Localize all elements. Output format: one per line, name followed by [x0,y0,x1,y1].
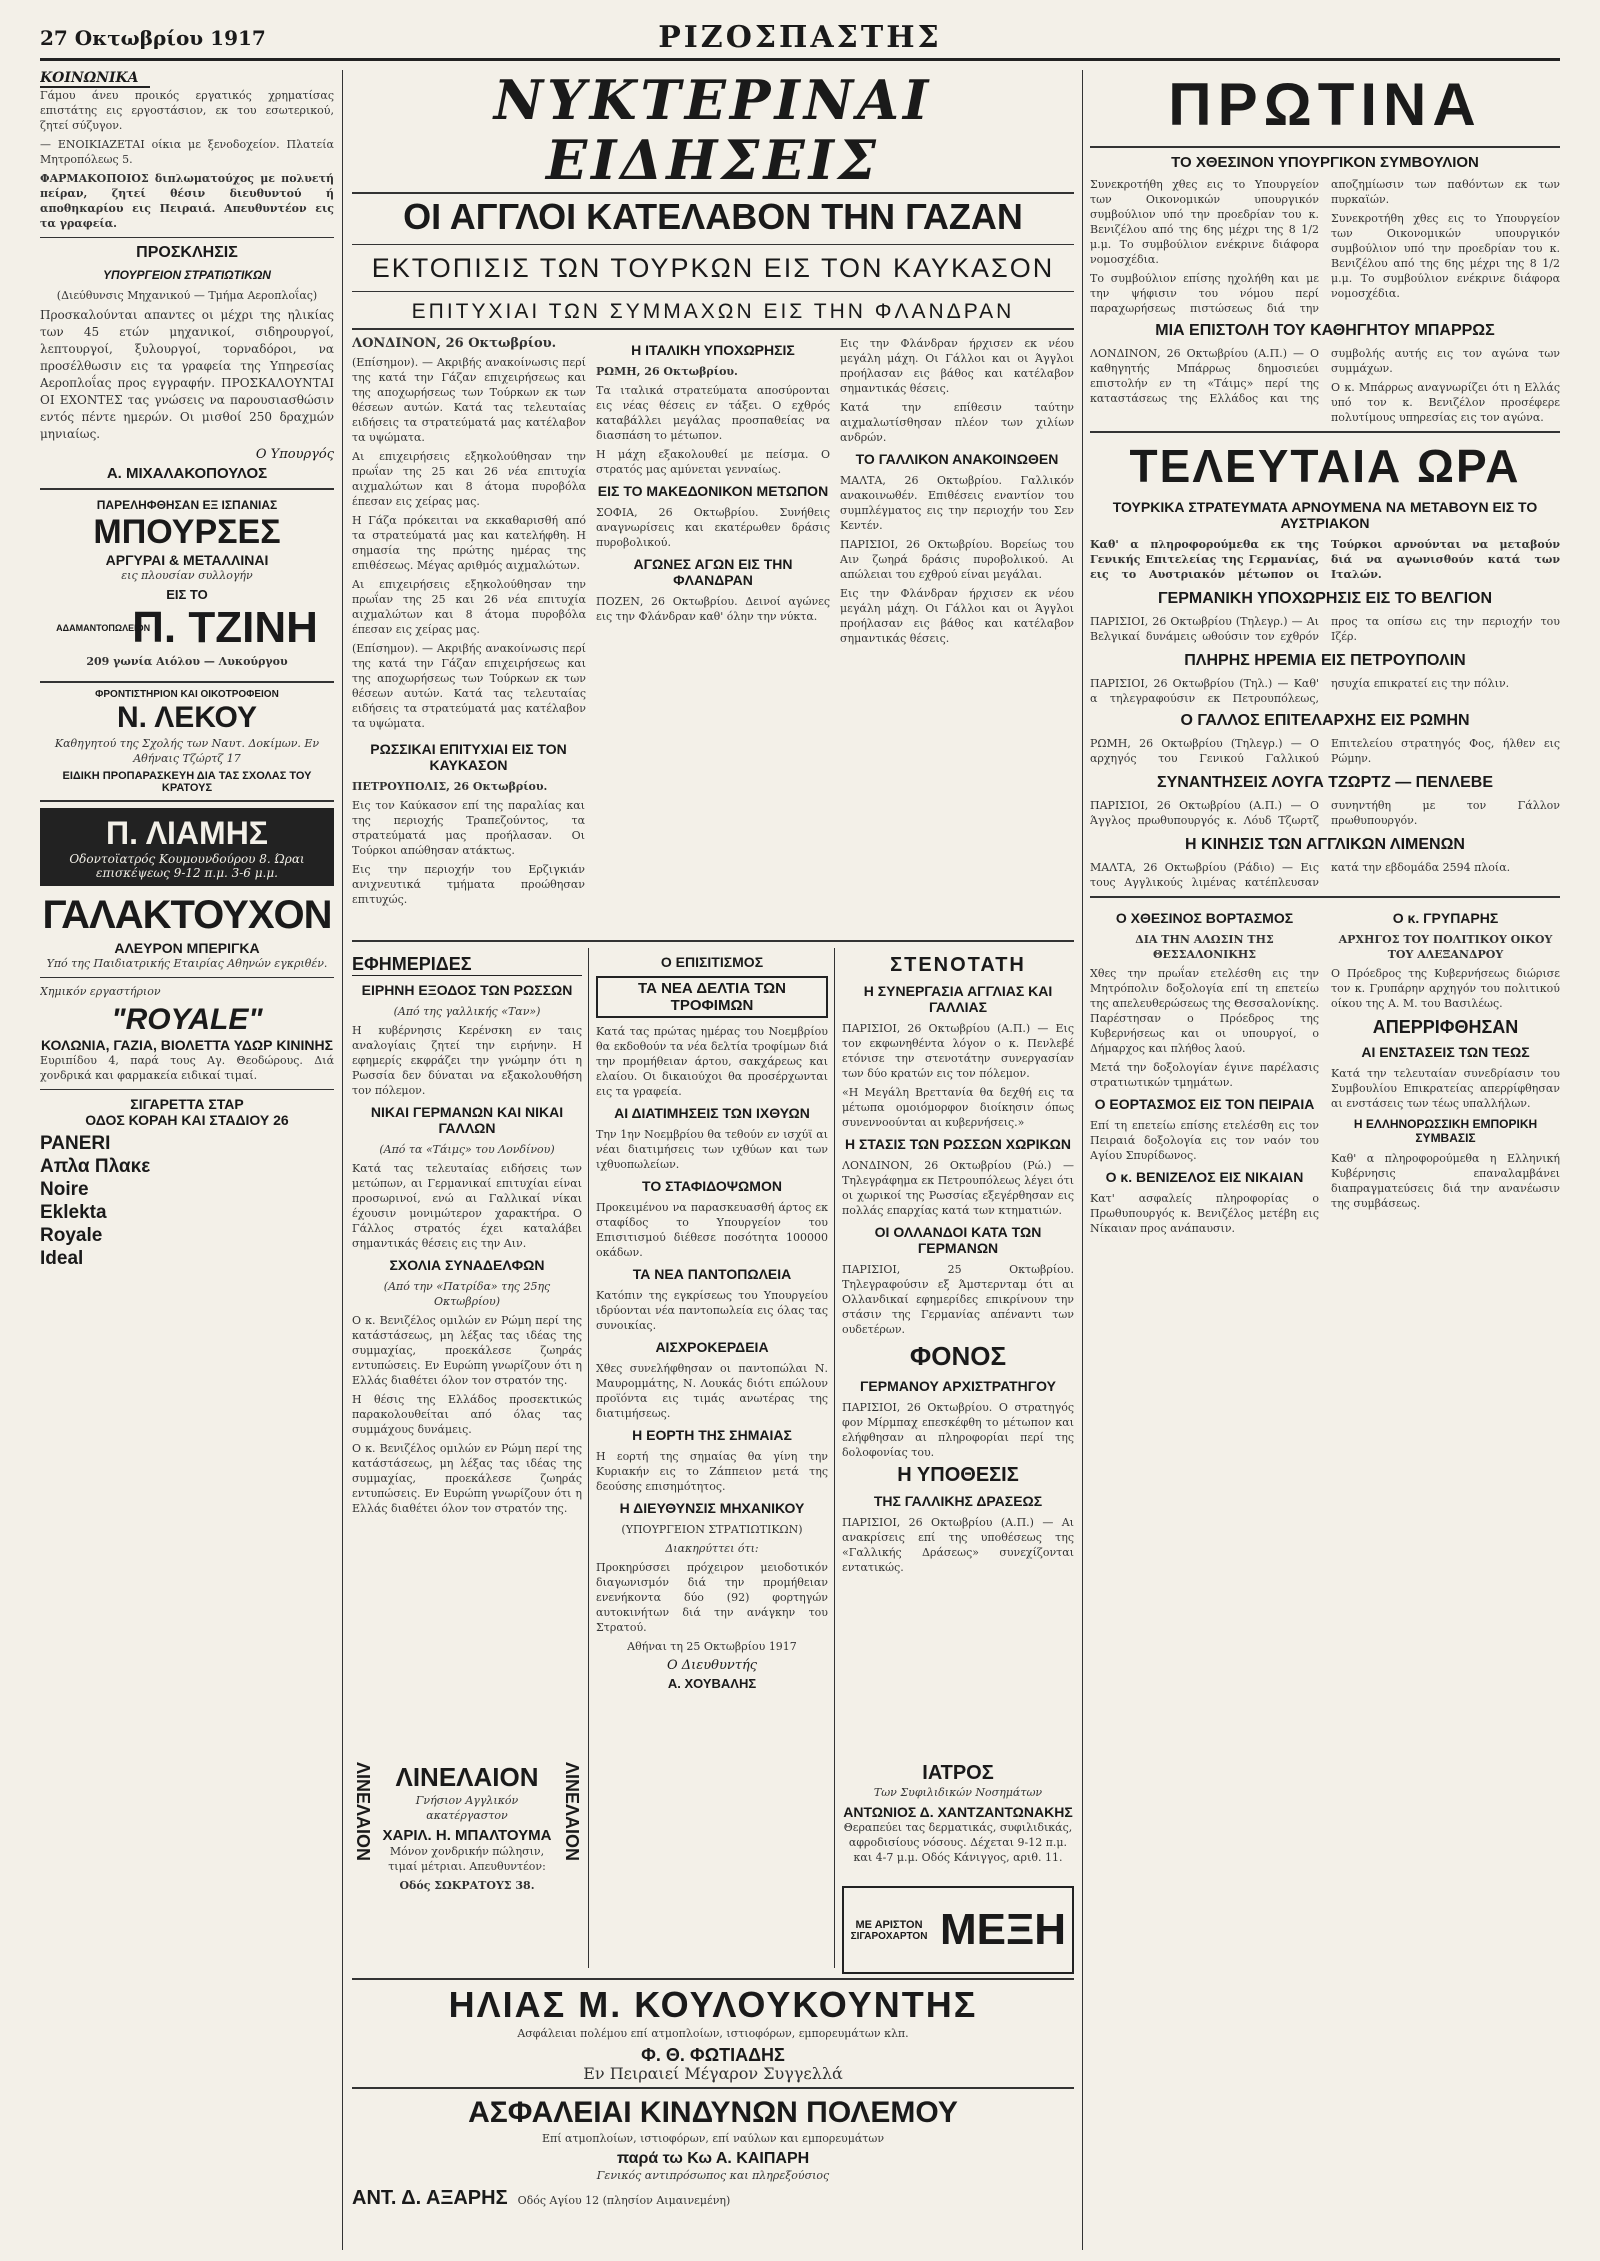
article-title: ΟΙ ΟΛΛΑΝΔΟΙ ΚΑΤΑ ΤΩΝ ΓΕΡΜΑΝΩΝ [874,1224,1042,1256]
ad-meksi [842,1886,1074,1974]
ad-brand-item: Ideal [40,1248,84,1269]
article-text: Αι επιχειρήσεις εξηκολούθησαν την πρωΐαν της 25 και 26 νέα επιτυχία αιχμαλώτων και 8 άτομα πυροβόλα έπεσαν εις χείρας μας. [352,450,586,508]
ad-top: ΠΑΡΕΛΗΦΘΗΣΑΝ ΕΞ ΙΣΠΑΝΙΑΣ [96,498,278,512]
divider [40,237,334,238]
ad-sub: Των Συφιλιδικών Νοσημάτων [873,1786,1043,1799]
ad-big: Π. ΛΙΑΜΗΣ [105,815,268,851]
divider [40,1089,334,1090]
article-title: Η ΙΤΑΛΙΚΗ ΥΠΟΧΩΡΗΣΙΣ [631,342,795,358]
ad-big: ΛΙΝΕΛΑΙΟΝ [395,1762,539,1792]
article-text: Εις την Φλάνδραν ήρχισεν εκ νέου μεγάλη μάχη. Οι Γάλλοι και οι Άγγλοι προήλασαν εις βάθος και κατέλαβον σημαντικάς θέσεις. [840,587,1074,645]
ad-text: Καθηγητού της Σχολής των Ναυτ. Δοκίμων. Εν Αθήναις Τζώρτζ 17 [54,737,320,765]
article-source: (Από της γαλλικής «Ταν») [393,1005,541,1018]
divider [352,244,1074,245]
ad-top: ΦΡΟΝΤΙΣΤΗΡΙΟΝ ΚΑΙ ΟΙΚΟΤΡΟΦΕΙΟΝ [95,689,279,700]
article-text: ΛΟΝΔΙΝΟΝ, 26 Οκτωβρίου (Ρώ.) — Τηλεγράφημα εκ Πετρουπόλεως λέγει ότι οι χωρικοί της Ρωσσίας εξεγέρθησαν εις πολλάς επαρχίας κατά των κτηματιών. [842,1159,1074,1217]
main-sub1: ΟΙ ΑΓΓΛΟΙ ΚΑΤΕΛΑΒΟΝ ΤΗΝ ΓΑΖΑΝ [403,196,1023,237]
masthead: ΡΙΖΟΣΠΑΣΤΗΣ [658,20,942,55]
ad-text: Μόνον χονδρικήν πώλησιν, τιμαί μέτριαι. Απευθυντέον: [388,1845,546,1873]
article-title-big: ΦΟΝΟΣ [909,1341,1007,1371]
ad-iatros [842,1762,1074,1882]
article-text: ΠΑΡΙΣΙΟΙ, 26 Οκτωβρίου (Τηλεγρ.) — Αι Βελγικαί δυνάμεις ωθούσιν τον εχθρόν προς τα οπίσω εις την περιοχήν του Ιζέρ. [1090,615,1560,643]
article-text: Μετά την δοξολογίαν έγινε παρέλασις στρατιωτικών τμημάτων. [1090,1061,1319,1089]
article-text: (Επίσημον). — Ακριβής ανακοίνωσις περί της κατά την Γάζαν επιχειρήσεως και της αποχωρήσεως των Τούρκων εκ των θέσεων αυτών. Κατά τας τελευταίας ειδήσεις τα στρατεύματά μας κατέλαβον τα υψώματα. [352,642,586,730]
page-header [40,18,1560,61]
article-text: Χθες την πρωΐαν ετελέσθη εις την Μητρόπολιν δοξολογία επί τη επετείω της απελευθερώσεως της Θεσσαλονίκης. Παρέστησαν ο Πρόεδρος της Κυβερνήσεως και οι υπουργοί, ο Δήμαρχος και πλήθος λαού. [1090,967,1319,1055]
ad-big: Ν. ΛΕΚΟΥ [116,701,258,734]
koinonika-title: ΚΟΙΝΩΝΙΚΑ [40,70,150,88]
ad-text: Θεραπεύει τας δερματικάς, συφιλιδικάς, αφροδισίους νόσους. Δέχεται 9-12 π.μ. και 4-7 μ.μ. Οδός Κάνιγγος, αριθ. 11. [843,1821,1073,1864]
ad-lekou [40,689,334,794]
section-rule [352,940,1074,942]
article-text: Τα ιταλικά στρατεύματα αποσύρονται εις νέας θέσεις εν τάξει. Ο εχθρός καταβάλλει μεγάλας προσπαθείας να διασπάση το μέτωπον. [596,384,830,442]
ad-big: ΑΣΦΑΛΕΙΑΙ ΚΙΝΔΥΝΩΝ ΠΟΛΕΜΟΥ [468,2096,958,2129]
article-text: Χθες συνελήφθησαν οι παντοπώλαι Ν. Μαυρομμάτης, Ν. Λουκάς διότι επώλουν προϊόντα εις τιμάς ανωτέρας της διατιμήσεως. [596,1362,828,1420]
article-title: Ο ΕΟΡΤΑΣΜΟΣ ΕΙΣ ΤΟΝ ΠΕΙΡΑΙΑ [1094,1096,1315,1112]
article-title: ΜΙΑ ΕΠΙΣΤΟΛΗ ΤΟΥ ΚΑΘΗΓΗΤΟΥ ΜΠΑΡΡΩΣ [1155,322,1495,339]
ad-galaktouchon [40,890,334,971]
ad-big: ΗΛΙΑΣ Μ. ΚΟΥΛΟΥΚΟΥΝΤΗΣ [448,1984,978,2025]
invitation-title: ΠΡΟΣΚΛΗΣΙΣ [136,244,238,261]
ad-brand-item: Noire [40,1179,89,1200]
article-date: Αθήναι τη 25 Οκτωβρίου 1917 [627,1640,797,1653]
ad-small: εις πλουσίαν συλλογήν [121,569,253,582]
article-sub: ΓΕΡΜΑΝΟΥ ΑΡΧΙΣΤΡΑΤΗΓΟΥ [860,1378,1056,1394]
ad-royale [40,984,334,1083]
efimerides-column [352,948,582,1748]
article-title: Ο ΓΑΛΛΟΣ ΕΠΙΤΕΛΑΡΧΗΣ ΕΙΣ ΡΩΜΗΝ [1180,712,1470,729]
article-title: ΤΟΥΡΚΙΚΑ ΣΤΡΑΤΕΥΜΑΤΑ ΑΡΝΟΥΜΕΝΑ ΝΑ ΜΕΤΑΒΟΥΝ ΕΙΣ ΤΟ ΑΥΣΤΡΙΑΚΟΝ [1112,499,1538,531]
right-sub-left [1090,904,1319,1240]
article-title: ΑΠΕΡΡΙΦΘΗΣΑΝ [1372,1017,1519,1037]
ad-brand-item: Απλα Πλακε [40,1156,151,1177]
ad-rep-text: Γενικός αντιπρόσωπος και πληρεξούσιος [596,2169,830,2182]
divider [1090,896,1560,898]
article-text: Κατόπιν της εγκρίσεως του Υπουργείου ιδρύονται νέα παντοπωλεία εις όλας τας συνοικίας. [596,1289,828,1332]
article-text: ΣΟΦΙΑ, 26 Οκτωβρίου. Συνήθεις αναγνωρίσεις και εκατέρωθεν δράσις πυροβολικού. [596,506,830,549]
ad-side: ΣΙΓΑΡΟΧΑΡΤΟΝ [850,1930,928,1942]
article-title: ΝΙΚΑΙ ΓΕΡΜΑΝΩΝ ΚΑΙ ΝΙΚΑΙ ΓΑΛΛΩΝ [370,1104,564,1136]
main-sub2: ΕΚΤΟΠΙΣΙΣ ΤΩΝ ΤΟΥΡΚΩΝ ΕΙΣ ΤΟΝ ΚΑΥΚΑΣΟΝ [371,253,1055,283]
article-text: Εις την περιοχήν του Ερζιγκιάν ανιχνευτικά τμήματα προώθησαν επιτυχώς. [352,863,585,906]
ad-text: Ασφάλειαι πολέμου επί ατμοπλοίων, ιστιοφόρων, εμπορευμάτων κλπ. [517,2027,909,2040]
ad-top: ΙΑΤΡΟΣ [922,1762,994,1784]
ad-text: Γνήσιον Αγγλικόν ακατέργαστον [415,1794,519,1822]
article-title: ΣΥΝΑΝΤΗΣΕΙΣ ΛΟΥΓΑ ΤΖΩΡΤΖ — ΠΕΝΛΕΒΕ [1156,774,1494,791]
article-text: Ο κ. Μπάρρως αναγνωρίζει ότι η Ελλάς υπό τον κ. Βενιζέλον προσέφερε πολυτίμους υπηρεσίας εις τον αγώνα. [1331,381,1560,424]
ad-bourses [40,496,334,675]
article-text: Κατ' ασφαλείς πληροφορίας ο Πρωθυπουργός κ. Βενιζέλος μετέβη εις Νίκαιαν προς ανάπαυσιν. [1090,1192,1319,1235]
news-col-d [352,741,585,907]
ad-top: Χημικόν εργαστήριον [40,985,161,998]
article-text: Κατά τας πρώτας ημέρας του Νοεμβρίου θα εκδοθούν τα νέα δελτία τροφίμων διά την προμήθειαν άρτου, σακχάρεως και ελαίου. Οι δικαιούχοι θα προσέρχωνται εις τα γραφεία. [596,1025,828,1098]
stenotati-column [842,948,1074,1758]
ad-side-right: ΛΙΝΕΛΑΙΟΝ [562,1762,582,1862]
ad-addr: Οδός ΣΩΚΡΑΤΟΥΣ 38. [399,1879,535,1892]
article-text: Κατά την τελευταίαν συνεδρίασιν του Συμβουλίου Επικρατείας απερρίφθησαν αι ενστάσεις των τέως υπαλλήλων. [1331,1067,1560,1110]
article-title: Η ΚΙΝΗΣΙΣ ΤΩΝ ΑΓΓΛΙΚΩΝ ΛΙΜΕΝΩΝ [1185,836,1465,853]
article-title: ΑΙ ΔΙΑΤΙΜΗΣΕΙΣ ΤΩΝ ΙΧΘΥΩΝ [614,1105,810,1121]
main-news [352,70,1074,940]
last-hour-title: ΤΕΛΕΥΤΑΙΑ ΩΡΑ [1129,440,1521,492]
article-text: Εις την Φλάνδραν ήρχισεν εκ νέου μεγάλη μάχη. Οι Γάλλοι και οι Άγγλοι προήλασαν εις βάθος και κατέλαβον σημαντικάς θέσεις. [840,337,1074,395]
divider [40,681,334,683]
article-text: Την 1ην Νοεμβρίου θα τεθούν εν ισχύϊ αι νέαι διατιμήσεις των ιχθύων και των ιχθυοπωλείων. [596,1128,828,1171]
invitation-sig1: Ο Υπουργός [255,447,334,462]
article-text: Ο Πρόεδρος της Κυβερνήσεως διώρισε τον κ. Γρυπάρην αρχηγόν του πολιτικού οίκου της Α. Μ. του Βασιλέως. [1331,967,1560,1010]
news-col-a [352,336,586,735]
article-text: Ο κ. Βενιζέλος ομιλών εν Ρώμη περί της κατάστάσεως, μη λέξας τας ιδέας της συμμαχίας, προεκάλεσε ζωηράς εντυπώσεις. Εν Ευρώπη γνωρίζουν ότι η Ελλάς διαθέτει όλον τον στρατόν της. [352,1442,582,1515]
ad-name: ΑΝΤ. Δ. ΑΞΑΡΗΣ [352,2187,508,2209]
article-text: Το συμβούλιον επίσης ηχολήθη και με την ψήφισιν του νόμου περί παραχωρήσεως πιστώσεως διά την αποζημίωσιν των παθόντων εκ των πυρκαϊών. [1090,178,1560,315]
classified-text: — ΕΝΟΙΚΙΑΖΕΤΑΙ οίκια με ξενοδοχείον. Πλατεία Μητροπόλεως 5. [40,138,334,166]
article-sig: Α. ΧΟΥΒΑΛΗΣ [667,1676,757,1691]
right-column [1090,70,1560,2250]
ad-sub: ΑΛΕΥΡΟΝ ΜΠΕΡΙΓΚΑ [114,940,260,956]
column-rule [834,948,835,1968]
news-col-b [596,336,830,735]
main-sub3: ΕΠΙΤΥΧΙΑΙ ΤΩΝ ΣΥΜΜΑΧΩΝ ΕΙΣ ΤΗΝ ΦΛΑΝΔΡΑΝ [411,300,1015,323]
stenotati-title: ΣΤΕΝΟΤΑΤΗ [890,954,1026,976]
article-title: ΡΩΣΣΙΚΑΙ ΕΠΙΤΥΧΙΑΙ ΕΙΣ ΤΟΝ ΚΑΥΚΑΣΟΝ [370,741,567,773]
article-sig: Ο Διευθυντής [666,1658,758,1673]
ad-addr: 209 γωνία Αιόλου — Λυκούργου [86,655,288,668]
article-text: Κατά τας τελευταίας ειδήσεις των μετώπων, αι Γερμανικαί επιτυχίαι είναι προσωρινοί, ενώ αι Γαλλικαί νίκαι έχουσιν μονιμώτερον χαρακτήρα. Ο Γάλλος στρατός έχει καταλάβει σημαντικάς θέσεις εις την Αιν. [352,1162,582,1250]
article-text: Συνεκροτήθη χθες εις το Υπουργείον των Οικονομικών υπουργικόν συμβούλιον υπό την προεδρίαν του κ. Βενιζέλου από της 6ης μέχρι της 8 1/2 μ.μ. Το συμβούλιον ενέκρινε διάφορα νομοσχέδια. [1090,178,1319,266]
ad-brand-item: Royale [40,1225,103,1246]
article-title: ΑΙΣΧΡΟΚΕΡΔΕΙΑ [655,1339,769,1355]
ad-shop-small: ΑΔΑΜΑΝΤΟΠΩΛΕΙΟΝ [56,623,151,633]
ad-brand-list [40,1132,334,1270]
article-title: ΤΑ ΝΕΑ ΠΑΝΤΟΠΩΛΕΙΑ [632,1266,792,1282]
article-sub: (ΥΠΟΥΡΓΕΙΟΝ ΣΤΡΑΤΙΩΤΙΚΩΝ) [621,1523,803,1536]
ad-star [40,1096,334,1270]
article-text: Εις τον Καύκασον επί της παραλίας και της περιοχής Τραπεζούντος, τα στρατεύματά μας προήλασαν. Οι Τούρκοι απώθησαν ατάκτως. [352,799,585,857]
article-text: Η μάχη εξακολουθεί με πείσμα. Ο στρατός μας αμύνεται γενναίως. [596,448,830,476]
episitismos-column [596,948,828,1978]
issue-date: 27 Οκτωβρίου 1917 [40,26,266,50]
divider [352,192,1074,194]
article-text: Προκειμένου να παρασκευασθή άρτος εκ σταφίδος το Υπουργείον του Επισιτισμού διέθεσε ποσότητα 100000 οκάδων. [596,1201,828,1259]
article-text: «Η Μεγάλη Βρεττανία θα δεχθή εις τα μέτωπα ομοιόμορφον διοίκησιν όπως συνεννοούνται αι κυβερνήσεις.» [842,1086,1074,1129]
article-text: ΠΟΖΕΝ, 26 Οκτωβρίου. Δεινοί αγώνες εις την Φλάνδραν καθ' όλην την νύκτα. [596,595,830,623]
article-text: Επί τη επετείω επίσης ετελέσθη εις τον Πειραιά δοξολογία εις τον ναόν του Αγίου Σπυρίδωνος. [1090,1119,1319,1162]
right-sub-right [1331,904,1560,1240]
classified-text: ΦΑΡΜΑΚΟΠΟΙΟΣ διπλωματούχος με πολυετή πείραν, ζητεί θέσιν διευθυντού ή αποθηκαρίου εις Πειραιά. Απευθυντέον εις τα γραφεία. [40,172,334,230]
article-title: Ο ΧΘΕΣΙΝΟΣ ΒΟΡΤΑΣΜΟΣ [1115,910,1294,926]
article-title: ΤΟ ΣΤΑΦΙΔΟΨΩΜΟΝ [642,1178,782,1194]
divider [40,977,334,978]
article-title: ΑΓΩΝΕΣ ΑΓΩΝ ΕΙΣ ΤΗΝ ΦΛΑΝΔΡΑΝ [633,556,793,588]
article-title: ΤΟ ΓΑΛΛΙΚΟΝ ΑΝΑΚΟΙΝΩΘΕΝ [855,451,1059,467]
article-text: ΡΩΜΗ, 26 Οκτωβρίου (Τηλεγρ.) — Ο αρχηγός του Γενικού Γαλλικού Επιτελείου στρατηγός Φος, ήλθεν εις Ρώμην. [1090,737,1560,765]
article-text: ΠΑΡΙΣΙΟΙ, 26 Οκτωβρίου. Ο στρατηγός φον Μίρμπαχ επεσκέφθη το μέτωπον και ελήφθησαν αι πληροφορίαι περί της δολοφονίας του. [842,1401,1074,1459]
ad-sub: ΚΟΛΩΝΙΑ, ΓΑΖΙΑ, ΒΙΟΛΕΤΤΑ ΥΔΩΡ ΚΙΝΙΝΗΣ [41,1037,333,1053]
article-title: ΤΟ ΧΘΕΣΙΝΟΝ ΥΠΟΥΡΓΙΚΟΝ ΣΥΜΒΟΥΛΙΟΝ [1171,154,1479,171]
article-source: (Από την «Πατρίδα» της 25ης Οκτωβρίου) [383,1280,551,1308]
article-text: ΠΑΡΙΣΙΟΙ, 26 Οκτωβρίου. Βορείως του Αιν ζωηρά δράσις πυροβολικού. Αι απώλειαι του εχθρού είναι μεγάλαι. [840,538,1074,581]
ad-addr: ΟΔΟΣ ΚΟΡΑΗ ΚΑΙ ΣΤΑΔΙΟΥ 26 [85,1112,289,1128]
article-text: Η εορτή της σημαίας θα γίνη την Κυριακήν εις το Ζάππειον μετά της δεούσης επισημότητος. [596,1450,828,1493]
column-rule [588,948,589,1968]
article-text: Η Γάζα πρόκειται να εκκαθαρισθή από τα στρατεύματά μας και κατελήφθη. Η σημασία της πρώτης ημέρας της επιθέσεως. Μέγας αριθμός αιχμαλώτων. [352,514,586,572]
article-title: Η ΣΤΑΣΙΣ ΤΩΝ ΡΩΣΣΩΝ ΧΩΡΙΚΩΝ [845,1136,1071,1152]
ad-shop: Π. ΤΖΙΝΗ [132,603,318,652]
news-col-c [840,336,1074,735]
article-title: Η ΔΙΕΥΘΥΝΣΙΣ ΜΗΧΑΝΙΚΟΥ [619,1500,805,1516]
article-text: ΠΑΡΙΣΙΟΙ, 26 Οκτωβρίου (Α.Π.) — Αι ανακρίσεις επί της υποθέσεως της «Γαλλικής Δράσεως» συνεχίζονται εντατικώς. [842,1516,1074,1574]
ad-name: ΧΑΡΙΛ. Η. ΜΠΑΛΤΟΥΜΑ [382,1827,552,1844]
article-text: Καθ' α πληροφορούμεθα η Ελληνική Κυβέρνησις επαναλαμβάνει διαπραγματεύσεις διά την ανανέωσιν της συμβάσεως. [1331,1152,1560,1210]
article-title: ΕΙΣ ΤΟ ΜΑΚΕΔΟΝΙΚΟΝ ΜΕΤΩΠΟΝ [597,483,829,499]
ad-text: Ευριπίδου 4, παρά τους Αγ. Θεοδώρους. Διά χονδρικά και φαρμακεία ειδικαί τιμαί. [40,1054,334,1082]
divider [40,488,334,490]
ad-rep: παρά τω Κω Α. ΚΑΙΠΑΡΗ [616,2150,810,2167]
invitation-text: Προσκαλούνται απαντες οι μέχρι της ηλικίας των 45 ετών μηχανικοί, σιδηρουργοί, λεπτουργοί, ξυλουργοί, τορναδόροι, να προσέλθωσιν εις τα γραφεία της Υπηρεσίας Αεροπλοΐας προς εγγραφήν. ΠΡΟΣΚΑΛΟΥΝΤΑΙ ΟΙ ΕΧΟΝΤΕΣ τας γνώσεις να παρουσιασθώσιν εντός πέντε ημερών. Οι μισθοί 250 δραχμών μηνιαίως. [40,308,334,441]
article-text: ΛΟΝΔΙΝΟΝ, 26 Οκτωβρίου (Α.Π.) — Ο καθηγητής Μπάρρως δημοσιεύει επιστολήν εν τη «Τάιμς» περί της καταστάσεως της Ελλάδος και της συμβολής αυτής εις τον αγώνα των συμμάχων. [1090,347,1560,405]
divider [40,800,334,802]
main-headline: ΝΥΚΤΕΡΙΝΑΙ ΕΙΔΗΣΕΙΣ [493,70,933,192]
article-text: (Επίσημον). — Ακριβής ανακοίνωσις περί της κατά την Γάζαν επιχειρήσεως και της αποχωρήσεως των Τούρκων εκ των θέσεων αυτών. Κατά τας τελευταίας ειδήσεις τα στρατεύματά μας κατέλαβον τα υψώματα. [352,356,586,444]
ad-liamis [40,808,334,886]
divider [352,328,1074,330]
divider [352,2087,1074,2089]
ad-big: "ROYALE" [111,1003,263,1036]
dateline: ΡΩΜΗ, 26 Οκτωβρίου. [596,365,738,378]
dateline: ΛΟΝΔΙΝΟΝ, 26 Οκτωβρίου. [352,336,557,351]
invitation-sub: ΥΠΟΥΡΓΕΙΟΝ ΣΤΡΑΤΙΩΤΙΚΩΝ [103,268,271,282]
ad-text: Οδοντοϊατρός Κουμουνδούρου 8. Ώραι επισκέψεως 9-12 π.μ. 3-6 μ.μ. [69,852,305,880]
article-text: ΠΑΡΙΣΙΟΙ, 26 Οκτωβρίου (Α.Π.) — Εις τον εκφωνηθέντα λόγον ο κ. Πενλεβέ ετόνισε την στενοτάτην συνεργασίαν των δύο κρατών εις τον πόλεμον. [842,1022,1074,1080]
column-rule [342,70,343,2250]
article-text: ΜΑΛΤΑ, 26 Οκτωβρίου (Ράδιο) — Εις τους Αγγλικούς λιμένας κατέπλευσαν κατά την εβδομάδα 2594 πλοία. [1090,861,1511,889]
ad-rep: Φ. Θ. ΦΩΤΙΑΔΗΣ [641,2045,785,2065]
ad-addr: Οδός Αγίου 12 (πλησίον Αιμαινεμένη) [517,2194,731,2207]
article-text: Η θέσις της Ελλάδος προσεκτικώς παρακολουθείται από όλας τας συμμάχους δυνάμεις. [352,1393,582,1436]
divider [1090,146,1560,148]
article-title-big: Η ΥΠΟΘΕΣΙΣ [897,1464,1019,1486]
section-rule [352,1978,1074,1980]
article-sub: ΤΗΣ ΓΑΛΛΙΚΗΣ ΔΡΑΣΕΩΣ [873,1493,1043,1509]
efimerides-title: ΕΦΗΜΕΡΙΔΕΣ [352,954,582,976]
ad-big: ΓΑΛΑΚΤΟΥΧΟΝ [42,893,332,937]
ad-mid: ΑΡΓΥΡΑΙ & ΜΕΤΑΛΛΙΝΑΙ [105,552,269,568]
divider [1090,431,1560,433]
ad-text: Υπό της Παιδιατρικής Εταιρίας Αθηνών εγκριθέν. [46,957,328,970]
dateline: ΠΕΤΡΟΥΠΟΛΙΣ, 26 Οκτωβρίου. [352,780,548,793]
article-text: Καθ' α πληροφορούμεθα εκ της Γενικής Επιτελείας της Γερμανίας, εις το Αυστριακόν μέτωπον οι Τούρκοι αρνούνται να μεταβούν διά να αγωνισθούν κατά των Ιταλών. [1090,538,1560,581]
article-text: Αι επιχειρήσεις εξηκολούθησαν την πρωΐαν της 25 και 26 νέα επιτυχία αιχμαλώτων και 8 άτομα πυροβόλα έπεσαν εις χείρας μας. [352,578,586,636]
article-sub: ΑΡΧΗΓΟΣ ΤΟΥ ΠΟΛΙΤΙΚΟΥ ΟΙΚΟΥ ΤΟΥ ΑΛΕΞΑΝΔΡΟΥ [1338,933,1553,961]
article-text: Η κυβέρνησις Κερένσκη εν ταις αναλογίαις ζητεί την ειρήνην. Η εφημερίς εκφράζει την γνώμην ότι η Ρωσσία δεν δύναται να εξακολουθήση τον πόλεμον. [352,1024,582,1097]
article-text: ΠΑΡΙΣΙΟΙ, 26 Οκτωβρίου (Τηλ.) — Καθ' α τηλεγραφούσιν εκ Πετρουπόλεως, ησυχία επικρατεί εις την πόλιν. [1090,677,1510,705]
article-text: Συνεκροτήθη χθες εις το Υπουργείον των Οικονομικών υπουργικόν συμβούλιον υπό την προεδρίαν του κ. Βενιζέλου από της 6ης μέχρι της 8 1/2 μ.μ. Το συμβούλιον ενέκρινε διάφορα νομοσχέδια. [1331,212,1560,300]
episitismos-title: Ο ΕΠΙΣΙΤΙΣΜΟΣ [660,954,764,970]
article-title: Ο κ. ΓΡΥΠΑΡΗΣ [1392,910,1499,926]
invitation-sig2: Α. ΜΙΧΑΛΑΚΟΠΟΥΛΟΣ [106,465,268,482]
article-text: Κατά την επίθεσιν ταύτην αιχμαλωτίσθησαν πλέον των χιλίων ανδρών. [840,401,1074,444]
ad-big: ΜΠΟΥΡΣΕΣ [93,513,281,551]
article-title: Ο κ. ΒΕΝΙΖΕΛΟΣ ΕΙΣ ΝΙΚΑΙΑΝ [1105,1169,1304,1185]
article-title: Η ΕΟΡΤΗ ΤΗΣ ΣΗΜΑΙΑΣ [632,1427,792,1443]
bottom-ads [352,1984,1074,2254]
article-text: ΜΑΛΤΑ, 26 Οκτωβρίου. Γαλλικόν ανακοινωθέν. Επιθέσεις εναντίον του συμπλέγματος εις την περιοχήν του Σεν Κεντέν. [840,474,1074,532]
article-title: Η ΣΥΝΕΡΓΑΣΙΑ ΑΓΓΛΙΑΣ ΚΑΙ ΓΑΛΛΙΑΣ [863,983,1053,1015]
article-text: Ο κ. Βενιζέλος ομιλών εν Ρώμη περί της κατάστάσεως, μη λέξας τας ιδέας της συμμαχίας, προεκάλεσε ζωηράς εντυπώσεις. Εν Ευρώπη γνωρίζουν ότι η Ελλάς διαθέτει όλον τον στρατόν της. [352,1314,582,1387]
ad-brand-item: Eklekta [40,1202,107,1223]
ad-text: Επί ατμοπλοίων, ιστιοφόρων, επί ναύλων και εμπορευμάτων [541,2132,885,2145]
ad-brand-item: PANERI [40,1133,111,1154]
ad-top: ΜΕ ΑΡΙΣΤΟΝ [855,1918,923,1931]
article-title: ΕΙΡΗΝΗ ΕΞΟΔΟΣ ΤΩΝ ΡΩΣΣΩΝ [361,982,573,998]
article-text: ΠΑΡΙΣΙΟΙ, 25 Οκτωβρίου. Τηλεγραφούσιν εξ Άμστερνταμ ότι αι Ολλανδικαί εφημερίδες επικρίνουν την στάσιν της Γερμανίας απέναντι των ουδετέρων. [842,1263,1074,1336]
ad-linelaion [352,1762,582,1962]
ad-big: ΑΝΤΩΝΙΟΣ Δ. ΧΑΝΤΖΑΝΤΩΝΑΚΗΣ [843,1804,1073,1820]
article-title: ΠΛΗΡΗΣ ΗΡΕΜΙΑ ΕΙΣ ΠΕΤΡΟΥΠΟΛΙΝ [1184,652,1466,669]
article-text: ΠΑΡΙΣΙΟΙ, 26 Οκτωβρίου (Α.Π.) — Ο Άγγλος πρωθυπουργός κ. Λόυδ Τζωρτζ συνηντήθη με τον Γάλλον πρωθυπουργόν. [1090,799,1560,827]
ad-bottom: ΕΙΔΙΚΗ ΠΡΟΠΑΡΑΣΚΕΥΗ ΔΙΑ ΤΑΣ ΣΧΟΛΑΣ ΤΟΥ ΚΡΑΤΟΥΣ [62,770,312,794]
ad-side-left: ΛΙΝΕΛΑΙΟΝ [353,1762,373,1862]
article-title: ΓΕΡΜΑΝΙΚΗ ΥΠΟΧΩΡΗΣΙΣ ΕΙΣ ΤΟ ΒΕΛΓΙΟΝ [1157,590,1493,607]
article-sub: Διακηρύττει ότι: [665,1542,759,1555]
article-source: (Από τα «Τάιμς» του Λονδίνου) [379,1143,555,1156]
article-text: Προκηρύσσει πρόχειρον μειοδοτικόν διαγωνισμόν διά την προμήθειαν ενενήκοντα δύο (92) φορτηγών αυτοκινήτων διά την ανάγκην του Στρατού. [596,1561,828,1634]
article-sub: ΑΙ ΕΝΣΤΑΣΕΙΣ ΤΩΝ ΤΕΩΣ [1361,1044,1530,1060]
classified-text: Γάμου άνευ προικός εργατικός χρηματίσας επιστάτης εις εργοστάσιον, εκ του εσωτερικού, ζητεί σύζυγον. [40,89,334,132]
left-column [40,70,334,2250]
ad-top: ΣΙΓΑΡΕΤΤΑ ΣΤΑΡ [130,1096,244,1112]
article-title: Η ΕΛΛΗΝΟΡΩΣΣΙΚΗ ΕΜΠΟΡΙΚΗ ΣΥΜΒΑΣΙΣ [1353,1117,1538,1145]
ad-big: ΜΕΞΗ [939,1905,1067,1954]
column-rule [1082,70,1083,2250]
protina-title: ΠΡΩΤΙΝΑ [1168,71,1482,138]
article-sub: ΔΙΑ ΤΗΝ ΑΛΩΣΙΝ ΤΗΣ ΘΕΣΣΑΛΟΝΙΚΗΣ [1135,933,1274,961]
ad-eis: ΕΙΣ ΤΟ [166,587,208,602]
article-title: ΤΑ ΝΕΑ ΔΕΛΤΙΑ ΤΩΝ ΤΡΟΦΙΜΩΝ [596,976,828,1018]
invitation-sub2: (Διεύθυνσις Μηχανικού — Τμήμα Αεροπλοΐας) [56,289,318,302]
divider [352,291,1074,292]
ad-rep-text: Εν Πειραιεί Μέγαρον Συγγελλά [583,2064,843,2083]
article-title: ΣΧΟΛΙΑ ΣΥΝΑΔΕΛΦΩΝ [389,1257,545,1273]
